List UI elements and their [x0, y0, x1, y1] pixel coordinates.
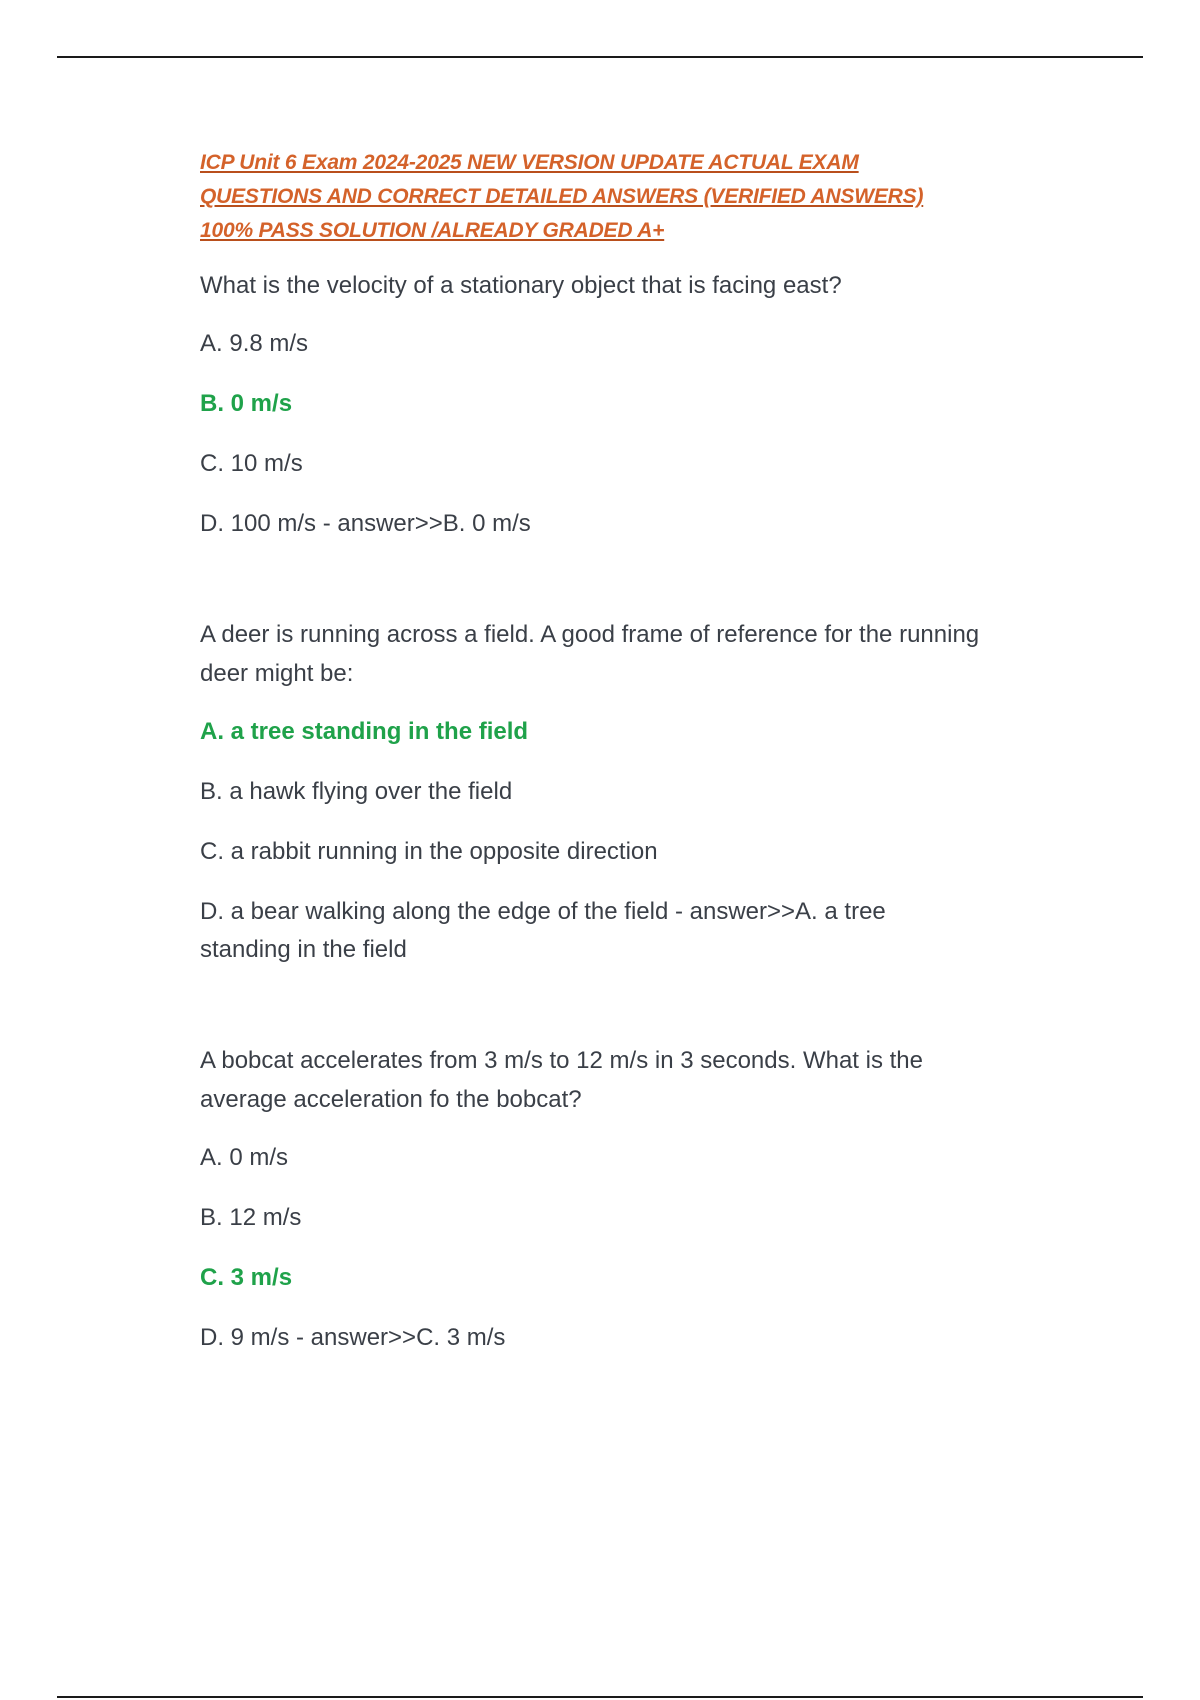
- answer-option-b-correct: B. 0 m/s: [200, 390, 293, 417]
- answer-option-c-correct: C. 3 m/s: [200, 1264, 293, 1291]
- answer-option-a: A. 9.8 m/s: [200, 330, 309, 357]
- page-top-rule: [57, 56, 1143, 58]
- question-block-3: [200, 1041, 980, 1357]
- question-text: A deer is running across a field. A good frame of reference for the running deer might be:: [200, 621, 980, 687]
- page-bottom-rule: [57, 1696, 1143, 1698]
- question-block-1: [200, 266, 980, 543]
- question-text: What is the velocity of a stationary object that is facing east?: [200, 272, 842, 299]
- document-body: [200, 146, 980, 1379]
- answer-option-b: B. a hawk flying over the field: [200, 778, 513, 805]
- question-text: A bobcat accelerates from 3 m/s to 12 m/s in 3 seconds. What is the average acceleration fo the bobcat?: [200, 1047, 923, 1113]
- answer-option-d-with-answer: D. 100 m/s - answer>>B. 0 m/s: [200, 510, 531, 537]
- document-title: ICP Unit 6 Exam 2024-2025 NEW VERSION UPDATE ACTUAL EXAM QUESTIONS AND CORRECT DETAILED ANSWERS (VERIFIED ANSWERS) 100% PASS SOLUTION /ALREADY GRADED A+: [200, 151, 924, 242]
- answer-option-a: A. 0 m/s: [200, 1144, 289, 1171]
- question-spacer: [200, 991, 980, 1041]
- answer-option-d-with-answer: D. a bear walking along the edge of the field - answer>>A. a tree standing in the field: [200, 898, 886, 963]
- answer-option-c: C. 10 m/s: [200, 450, 303, 477]
- answer-option-d-with-answer: D. 9 m/s - answer>>C. 3 m/s: [200, 1324, 506, 1351]
- answer-option-c: C. a rabbit running in the opposite direction: [200, 838, 658, 865]
- question-spacer: [200, 565, 980, 615]
- answer-option-a-correct: A. a tree standing in the field: [200, 718, 529, 745]
- question-block-2: [200, 615, 980, 969]
- answer-option-b: B. 12 m/s: [200, 1204, 302, 1231]
